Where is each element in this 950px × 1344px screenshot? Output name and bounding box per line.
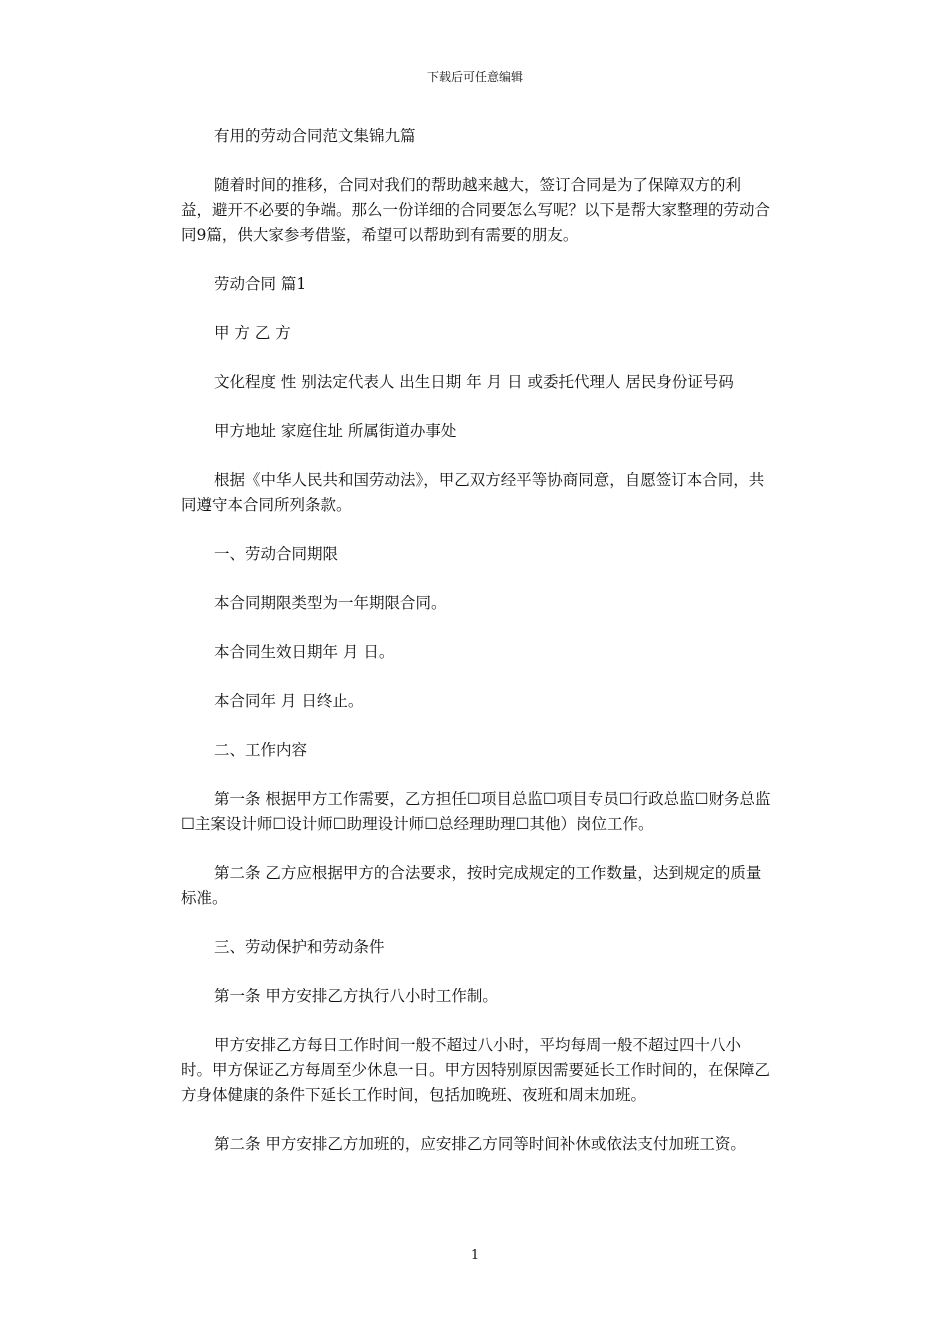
page-number: 1 <box>470 1248 480 1263</box>
section-heading: 劳动合同 篇1 <box>214 275 307 293</box>
paragraph: 随着时间的推移，合同对我们的帮助越来越大，签订合同是为了保障双方的利益，避开不必要的争端。那么一份详细的合同要怎么写呢？以下是帮大家整理的劳动合同9篇，供大家参考借鉴，希望可以帮助到有需要的朋友。 <box>181 176 771 244</box>
paragraph: 甲方地址 家庭住址 所属街道办事处 <box>214 422 457 440</box>
paragraph: 文化程度 性 别法定代表人 出生日期 年 月 日 或委托代理人 居民身份证号码 <box>214 373 734 391</box>
paragraph: 甲方安排乙方每日工作时间一般不超过八小时，平均每周一般不超过四十八小时。甲方保证乙方每周至少休息一日。甲方因特别原因需要延长工作时间的，在保障乙方身体健康的条件下延长工作时间，包括加晚班、夜班和周末加班。 <box>181 1036 771 1104</box>
paragraph: 第一条 甲方安排乙方执行八小时工作制。 <box>214 987 498 1005</box>
page-header: 下载后可任意编辑 <box>426 70 523 84</box>
paragraph: 第二条 甲方安排乙方加班的，应安排乙方同等时间补休或依法支付加班工资。 <box>214 1135 746 1153</box>
section-heading: 二、工作内容 <box>214 741 308 759</box>
document-body <box>181 124 771 1181</box>
section-heading: 三、劳动保护和劳动条件 <box>214 938 385 956</box>
paragraph: 甲 方 乙 方 <box>214 324 291 342</box>
paragraph: 本合同年 月 日终止。 <box>214 692 364 710</box>
document-title: 有用的劳动合同范文集锦九篇 <box>214 127 416 145</box>
section-heading: 一、劳动合同期限 <box>214 545 339 563</box>
paragraph: 本合同期限类型为一年期限合同。 <box>214 594 447 612</box>
paragraph: 根据《中华人民共和国劳动法》，甲乙双方经平等协商同意，自愿签订本合同，共同遵守本合同所列条款。 <box>181 471 765 514</box>
paragraph: 第二条 乙方应根据甲方的合法要求，按时完成规定的工作数量，达到规定的质量标准。 <box>181 864 762 907</box>
paragraph: 第一条 根据甲方工作需要，乙方担任☐项目总监☐项目专员☐行政总监☐财务总监☐主案设计师☐设计师☐助理设计师☐总经理助理☐其他）岗位工作。 <box>181 790 771 833</box>
paragraph: 本合同生效日期年 月 日。 <box>214 643 395 661</box>
